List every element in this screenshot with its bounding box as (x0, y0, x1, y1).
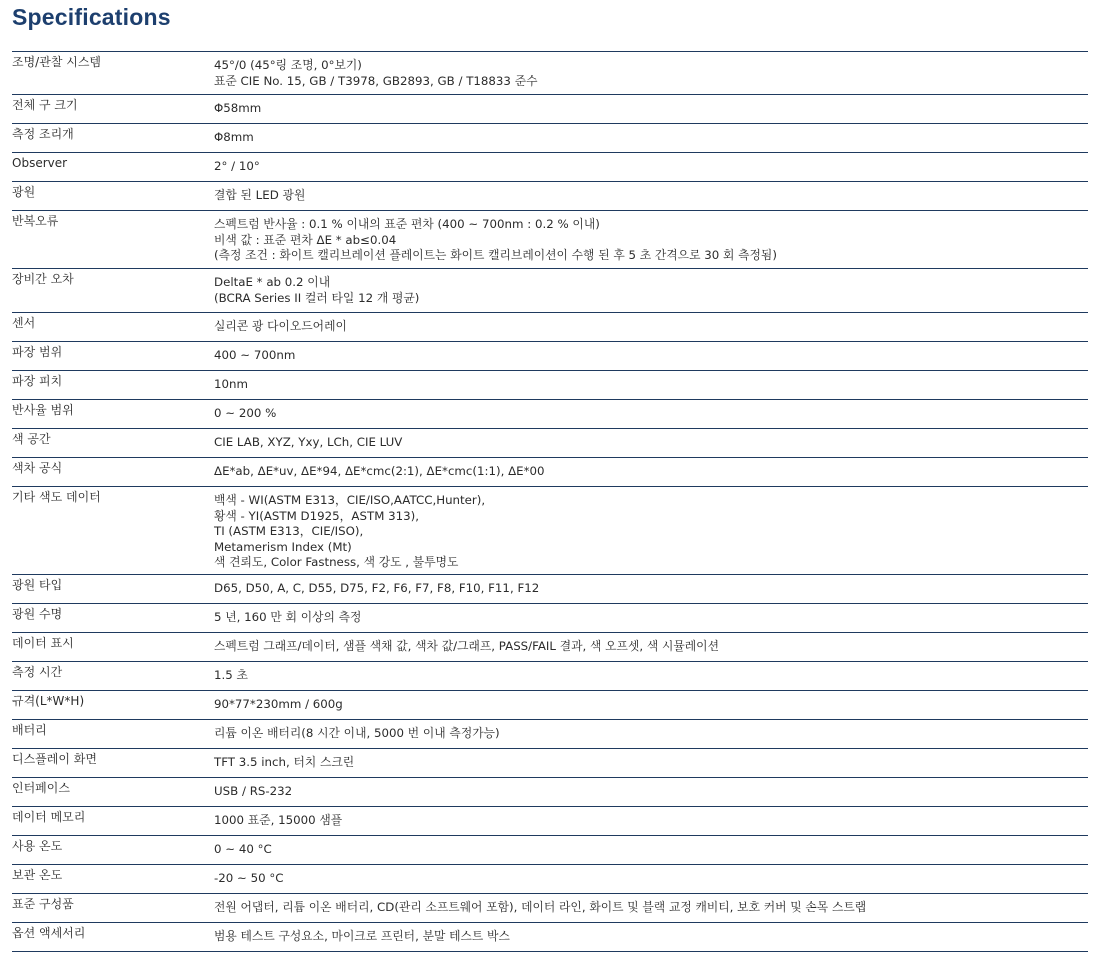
spec-value (214, 153, 1088, 179)
spec-row (12, 342, 1088, 371)
spec-value-line: (BCRA Series II 컬러 타일 12 개 평균) (214, 290, 420, 305)
spec-label: 표준 구성품 (12, 897, 74, 911)
spec-value (214, 662, 1088, 688)
spec-value-line: 실리콘 광 다이오드어레이 (214, 319, 347, 333)
spec-value (214, 400, 1088, 426)
spec-label: 색차 공식 (12, 461, 63, 475)
spec-value-line: 400 ~ 700nm (214, 348, 296, 362)
spec-value-line: 0 ~ 200 % (214, 406, 277, 420)
spec-label: 배터리 (12, 723, 47, 737)
spec-table (12, 51, 1088, 952)
spec-value-line: 비색 값 : 표준 편차 ΔE * ab≤0.04 (214, 232, 397, 247)
spec-row (12, 662, 1088, 691)
spec-value-line: 백색 - WI(ASTM E313，CIE/ISO,AATCC,Hunter), (214, 493, 486, 507)
spec-row (12, 720, 1088, 749)
spec-value-line: 90*77*230mm / 600g (214, 697, 343, 711)
spec-value (214, 182, 1088, 208)
spec-row (12, 371, 1088, 400)
spec-value (214, 342, 1088, 368)
spec-value (214, 691, 1088, 717)
spec-label: 측정 조리개 (12, 127, 74, 141)
spec-value (214, 124, 1088, 150)
spec-row (12, 153, 1088, 182)
spec-label: 옵션 액세서리 (12, 926, 86, 940)
spec-label: 규격(L*W*H) (12, 694, 85, 708)
spec-value-line: 1.5 초 (214, 668, 248, 682)
spec-value (214, 487, 1088, 575)
spec-row (12, 575, 1088, 604)
spec-row (12, 487, 1088, 575)
spec-label: 데이터 표시 (12, 636, 74, 650)
spec-label: 기타 색도 데이터 (12, 490, 101, 504)
spec-value (214, 575, 1088, 601)
spec-value (214, 269, 1088, 310)
spec-label: 전체 구 크기 (12, 98, 78, 112)
spec-label: 반사율 범위 (12, 403, 74, 417)
spec-value-line: DeltaE * ab 0.2 이내 (214, 275, 331, 289)
spec-label: 광원 타입 (12, 578, 63, 592)
spec-row (12, 865, 1088, 894)
spec-value-line: Φ58mm (214, 101, 262, 115)
page-title: Specifications (12, 4, 171, 30)
spec-row (12, 429, 1088, 458)
spec-label: 인터페이스 (12, 781, 70, 795)
spec-value (214, 211, 1088, 268)
spec-row (12, 52, 1088, 95)
spec-value (214, 749, 1088, 775)
spec-row (12, 211, 1088, 269)
spec-value (214, 429, 1088, 455)
spec-row (12, 894, 1088, 923)
spec-value (214, 52, 1088, 93)
spec-value-line: (측정 조건 : 화이트 캘리브레이션 플레이트는 화이트 캘리브레이션이 수행 된 후 5 초 간격으로 30 회 측정됨) (214, 248, 777, 262)
spec-value-line: USB / RS-232 (214, 784, 293, 798)
spec-value (214, 371, 1088, 397)
spec-value-line: -20 ~ 50 °C (214, 871, 284, 885)
spec-value-line: 5 년, 160 만 회 이상의 측정 (214, 610, 362, 624)
spec-label: 데이터 메모리 (12, 810, 86, 824)
spec-value-line: 범용 테스트 구성요소, 마이크로 프린터, 분말 테스트 박스 (214, 929, 510, 943)
spec-value-line: 스펙트럼 반사율 : 0.1 % 이내의 표준 편차 (400 ~ 700nm : 0.2 % 이내) (214, 217, 600, 231)
spec-label: 장비간 오차 (12, 272, 74, 286)
spec-value-line: 1000 표준, 15000 샘플 (214, 813, 343, 827)
spec-row (12, 836, 1088, 865)
spec-value-line: 색 견뢰도, Color Fastness, 색 강도 , 불투명도 (214, 555, 459, 569)
spec-row (12, 269, 1088, 313)
spec-value (214, 95, 1088, 121)
spec-value (214, 458, 1088, 484)
spec-value-line: Φ8mm (214, 130, 254, 144)
spec-value-line: 결합 된 LED 광원 (214, 188, 306, 202)
spec-value-line: D65, D50, A, C, D55, D75, F2, F6, F7, F8, F10, F11, F12 (214, 581, 540, 595)
spec-value-line: ΔE*ab, ΔE*uv, ΔE*94, ΔE*cmc(2:1), ΔE*cmc(1:1), ΔE*00 (214, 464, 545, 478)
spec-value (214, 604, 1088, 630)
spec-label: 파장 피치 (12, 374, 63, 388)
spec-row (12, 807, 1088, 836)
spec-row (12, 691, 1088, 720)
spec-value-line: 0 ~ 40 °C (214, 842, 272, 856)
spec-value (214, 836, 1088, 862)
spec-value-line: 45°/0 (45°링 조명, 0°보기) (214, 58, 362, 72)
spec-value (214, 865, 1088, 891)
spec-label: 디스플레이 화면 (12, 752, 97, 766)
spec-value-line: 2° / 10° (214, 159, 260, 173)
spec-value (214, 807, 1088, 833)
spec-row (12, 923, 1088, 952)
spec-row (12, 400, 1088, 429)
spec-label: 사용 온도 (12, 839, 63, 853)
spec-value (214, 778, 1088, 804)
spec-label: 센서 (12, 316, 36, 330)
spec-row (12, 604, 1088, 633)
spec-value (214, 894, 1088, 920)
spec-label: 파장 범위 (12, 345, 63, 359)
spec-value-line: 10nm (214, 377, 248, 391)
spec-value (214, 720, 1088, 746)
spec-row (12, 124, 1088, 153)
spec-value-line: 리튬 이온 배터리(8 시간 이내, 5000 번 이내 측정가능) (214, 726, 500, 740)
spec-value-line: CIE LAB, XYZ, Yxy, LCh, CIE LUV (214, 435, 403, 449)
spec-value-line: TI (ASTM E313，CIE/ISO), (214, 524, 364, 538)
spec-row (12, 95, 1088, 124)
spec-value-line: 전원 어댑터, 리튬 이온 배터리, CD(관리 소프트웨어 포함), 데이터 라인, 화이트 및 블랙 교정 캐비티, 보호 커버 및 손목 스트랩 (214, 900, 867, 914)
spec-value (214, 923, 1088, 949)
spec-label: 조명/관찰 시스템 (12, 55, 102, 69)
spec-row (12, 182, 1088, 211)
spec-label: Observer (12, 156, 68, 170)
spec-value (214, 313, 1088, 339)
spec-label: 반복오류 (12, 214, 59, 228)
spec-value-line: TFT 3.5 inch, 터치 스크린 (214, 755, 355, 769)
spec-row (12, 313, 1088, 342)
spec-row (12, 633, 1088, 662)
spec-row (12, 778, 1088, 807)
spec-value-line: 황색 - YI(ASTM D1925，ASTM 313), (214, 508, 419, 523)
spec-label: 광원 (12, 185, 36, 199)
spec-label: 색 공간 (12, 432, 51, 446)
spec-value-line: 표준 CIE No. 15, GB / T3978, GB2893, GB / T18833 준수 (214, 73, 538, 88)
spec-value-line: 스펙트럼 그래프/데이터, 샘플 색채 값, 색차 값/그래프, PASS/FAIL 결과, 색 오프셋, 색 시뮬레이션 (214, 639, 719, 653)
spec-value-line: Metamerism Index (Mt) (214, 539, 352, 554)
spec-label: 광원 수명 (12, 607, 63, 621)
spec-row (12, 458, 1088, 487)
spec-value (214, 633, 1088, 659)
spec-row (12, 749, 1088, 778)
spec-label: 보관 온도 (12, 868, 63, 882)
spec-label: 측정 시간 (12, 665, 63, 679)
